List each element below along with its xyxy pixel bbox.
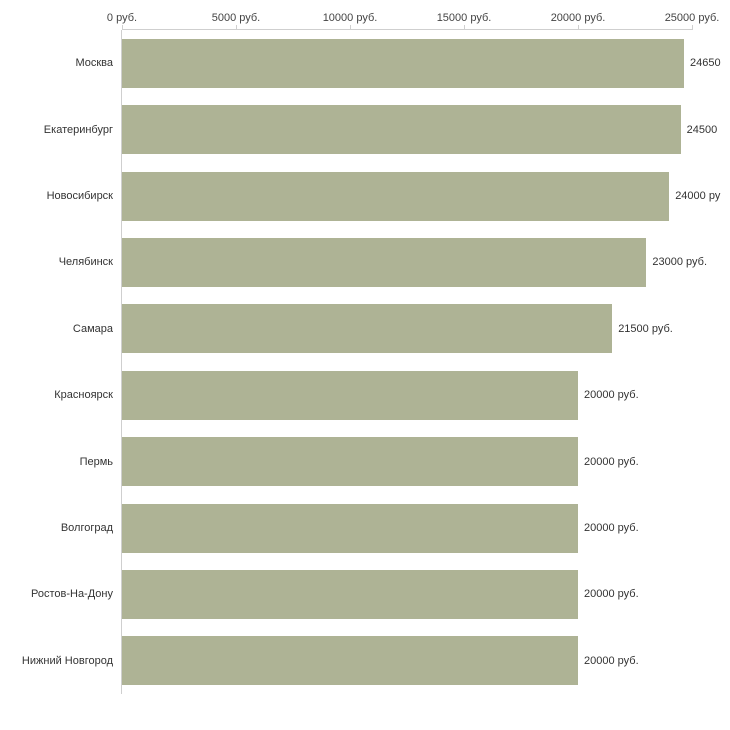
bar-row — [54, 371, 692, 420]
x-axis-tick-mark — [692, 25, 693, 30]
x-axis-tick-label: 5000 руб. — [211, 12, 261, 24]
bar-value-label: 24500 — [686, 123, 718, 136]
x-axis-tick-label: 0 руб. — [106, 12, 138, 24]
bar-row — [46, 172, 721, 221]
bar[interactable] — [122, 437, 578, 486]
bar-value-label: 24650 — [690, 57, 721, 70]
bar[interactable] — [122, 39, 684, 88]
bar-row — [72, 304, 692, 353]
x-axis-tick-label: 20000 руб. — [550, 12, 606, 24]
bar-value-label: 20000 руб. — [584, 654, 639, 667]
bar[interactable] — [122, 238, 646, 287]
bar-value-label: 23000 руб. — [652, 256, 708, 269]
category-label: Волгоград — [60, 522, 113, 534]
bar[interactable] — [122, 172, 669, 221]
category-label: Пермь — [79, 455, 113, 468]
category-label: Ростов-На-Дону — [30, 588, 113, 601]
bar-value-label: 24000 ру — [675, 190, 721, 202]
category-label: Самара — [72, 322, 113, 335]
bar-row — [21, 636, 692, 685]
bar-row — [58, 238, 708, 287]
bar[interactable] — [122, 304, 612, 353]
bar-value-label: 20000 руб. — [584, 588, 639, 601]
bar-row — [75, 39, 721, 88]
bar[interactable] — [122, 504, 578, 553]
category-label: Челябинск — [58, 256, 113, 269]
bar-value-label: 20000 руб. — [584, 455, 639, 468]
bar[interactable] — [122, 570, 578, 619]
bar-row — [60, 504, 692, 553]
bar-row — [79, 437, 692, 486]
category-label: Новосибирск — [46, 190, 113, 202]
x-axis-tick-label: 25000 руб. — [664, 12, 720, 24]
bar-value-label: 21500 руб. — [618, 322, 673, 335]
bar[interactable] — [122, 371, 578, 420]
category-label: Нижний Новгород — [21, 654, 113, 667]
bar-value-label: 20000 руб. — [584, 389, 639, 402]
bar-row — [43, 105, 718, 154]
category-label: Красноярск — [54, 389, 113, 402]
bar[interactable] — [122, 636, 578, 685]
bar-row — [30, 570, 692, 619]
bar[interactable] — [122, 105, 681, 154]
plot-area — [21, 30, 721, 694]
bar-value-label: 20000 руб. — [584, 522, 639, 534]
x-axis-tick-label: 10000 руб. — [322, 12, 378, 24]
category-label: Екатеринбург — [43, 123, 113, 136]
category-label: Москва — [75, 57, 113, 70]
x-axis-tick-label: 15000 руб. — [436, 12, 492, 24]
